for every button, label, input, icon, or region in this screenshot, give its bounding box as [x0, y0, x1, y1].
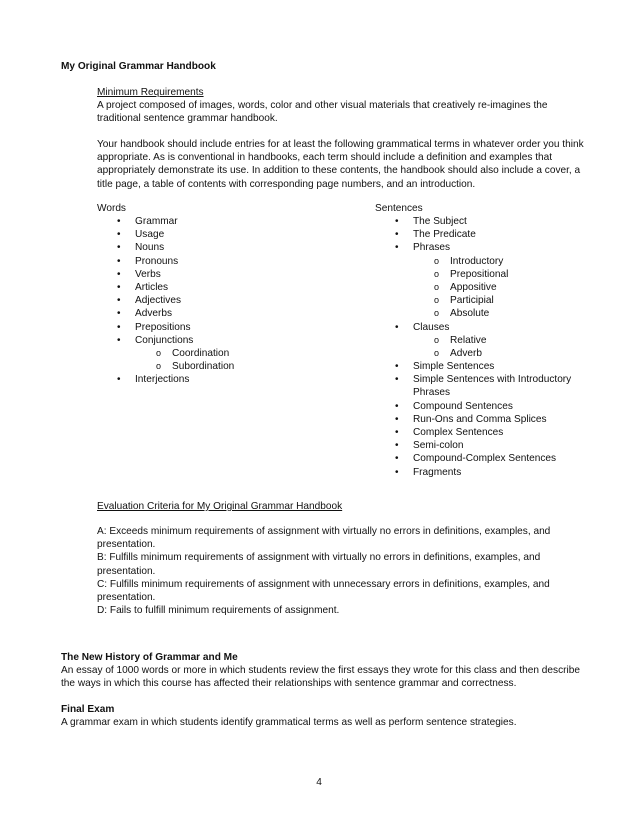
list-item: • Semi-colon	[413, 439, 583, 452]
final-exam-text: A grammar exam in which students identify grammatical terms as well as perform sentence strategies.	[61, 717, 517, 728]
sub-list-item: o Absolute	[450, 307, 583, 320]
list-item: • Complex Sentences	[413, 426, 583, 439]
evaluation-heading: Evaluation Criteria for My Original Grammar Handbook	[97, 501, 343, 512]
list-item: • Prepositions	[135, 321, 335, 334]
history-text: An essay of 1000 words or more in which students review the first essays they wrote for this class and then describe the ways in which this course has affected their relationships with sentence grammar and correctness.	[61, 665, 580, 690]
list-item: • Grammar	[135, 215, 335, 228]
min-req-heading: Minimum Requirements	[97, 87, 204, 98]
final-exam-title: Final Exam	[61, 704, 115, 715]
list-item: • Run-Ons and Comma Splices	[413, 413, 583, 426]
list-item: • The Subject	[413, 215, 583, 228]
sub-list-item: o Participial	[450, 294, 583, 307]
list-item: • Nouns	[135, 241, 335, 254]
sub-list-item: o Prepositional	[450, 268, 583, 281]
min-req-text: A project composed of images, words, color and other visual materials that creatively re-imagines the traditional sentence grammar handbook.	[97, 100, 548, 125]
list-item: • Phrases	[413, 241, 583, 254]
evaluation-grades	[97, 525, 569, 617]
list-item: • The Predicate	[413, 228, 583, 241]
entries-text: Your handbook should include entries for at least the following grammatical terms in whatever order you think appropriate. As is conventional in handbooks, each term should include a definition and examples that appropriately demonstrate its use. In addition to these contents, the handbook should also include a cover, a title page, a table of contents with corresponding page numbers, and an introduction.	[97, 139, 584, 190]
page-number: 4	[316, 777, 322, 788]
words-heading: Words	[97, 203, 126, 214]
list-item: • Simple Sentences	[413, 360, 583, 373]
grade-a: A: Exceeds minimum requirements of assignment with virtually no errors in definitions, examples, and presentation.	[97, 526, 551, 551]
list-item: • Adjectives	[135, 294, 335, 307]
list-item: • Pronouns	[135, 255, 335, 268]
list-item: • Usage	[135, 228, 335, 241]
list-item: • Compound Sentences	[413, 400, 583, 413]
list-item: • Clauses	[413, 321, 583, 334]
list-item: • Adverbs	[135, 307, 335, 320]
sub-list-item: o Subordination	[172, 360, 335, 373]
grade-b: B: Fulfills minimum requirements of assignment with virtually no errors in definitions, examples, and presentation.	[97, 552, 541, 577]
words-list	[135, 215, 335, 386]
grade-d: D: Fails to fulfill minimum requirements of assignment.	[97, 605, 340, 617]
list-item: • Verbs	[135, 268, 335, 281]
sub-list-item: o Introductory	[450, 255, 583, 268]
sub-list-item: o Appositive	[450, 281, 583, 294]
sub-list-item: o Coordination	[172, 347, 335, 360]
list-item: • Fragments	[413, 466, 583, 479]
handbook-title: My Original Grammar Handbook	[61, 61, 216, 72]
grade-c: C: Fulfills minimum requirements of assignment with unnecessary errors in definitions, examples, and presentation.	[97, 578, 550, 604]
list-item: • Interjections	[135, 373, 335, 386]
sentences-heading: Sentences	[375, 203, 423, 214]
list-item: • Articles	[135, 281, 335, 294]
sub-list-item: o Adverb	[450, 347, 583, 360]
list-item: • Conjunctions	[135, 334, 335, 347]
history-title: The New History of Grammar and Me	[61, 652, 238, 663]
sub-list-item: o Relative	[450, 334, 583, 347]
sentences-list	[413, 215, 583, 479]
list-item: • Compound-Complex Sentences	[413, 452, 583, 465]
list-item: • Simple Sentences with Introductory Phrases	[413, 373, 583, 399]
